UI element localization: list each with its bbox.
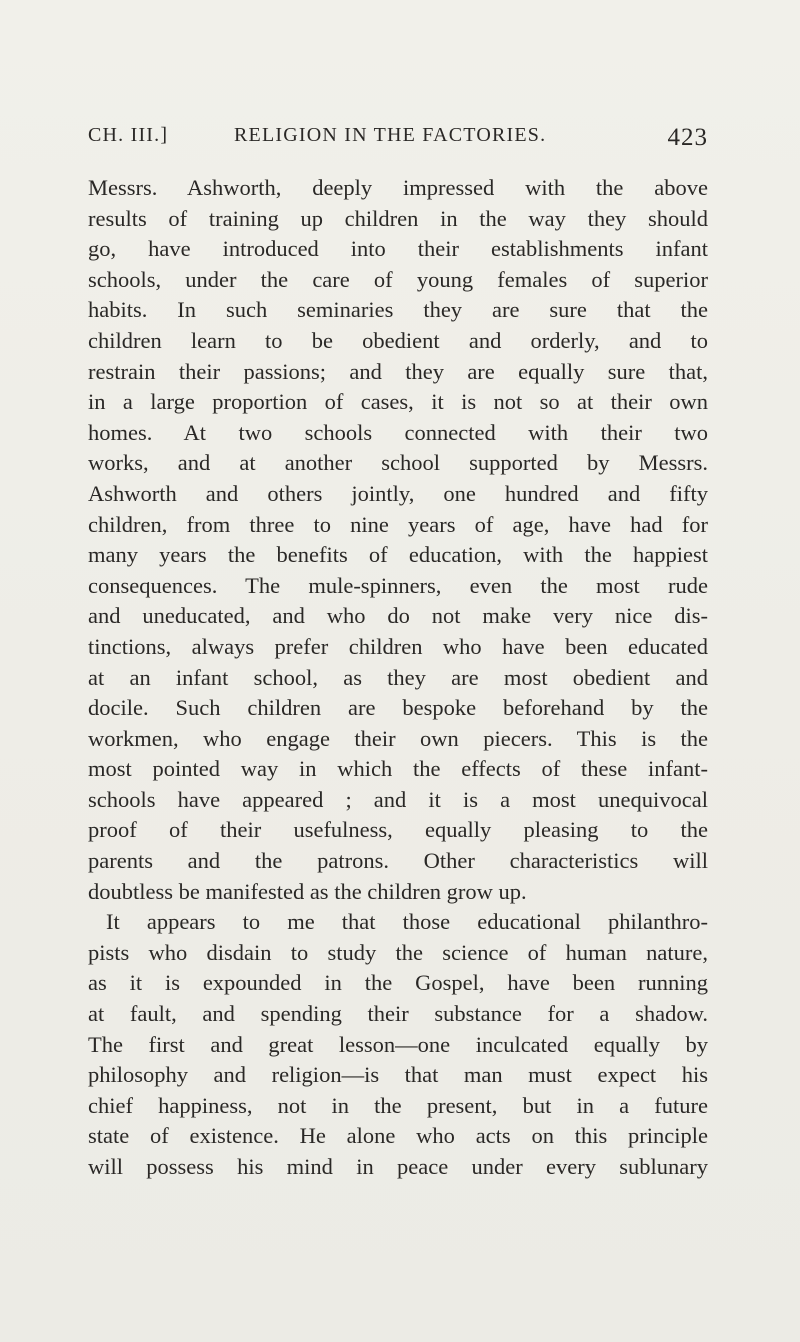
text-line: children, from three to nine years of age, have had for <box>88 511 708 537</box>
paragraph-end-line: doubtless be manifested as the children grow up. <box>88 878 527 904</box>
chapter-reference: CH. III.] <box>88 124 169 146</box>
text-line: parents and the patrons. Other characteristics will <box>88 848 708 874</box>
text-line: many years the benefits of education, with the happiest <box>88 542 708 568</box>
text-line: in a large proportion of cases, it is not so at their own <box>88 389 708 415</box>
text-line: schools, under the care of young females of superior <box>88 266 708 292</box>
body-text <box>88 173 708 1183</box>
text-line: tinctions, always prefer children who have been educated <box>88 633 708 659</box>
text-line: most pointed way in which the effects of these infant- <box>88 756 708 782</box>
text-line: works, and at another school supported by Messrs. <box>88 450 708 476</box>
text-line: habits. In such seminaries they are sure that the <box>88 297 708 323</box>
text-line: chief happiness, not in the present, but in a future <box>88 1092 708 1118</box>
text-line: pists who disdain to study the science of human nature, <box>88 939 708 965</box>
text-line: The first and great lesson—one inculcated equally by <box>88 1031 708 1057</box>
page-number: 423 <box>667 124 708 151</box>
text-line: at an infant school, as they are most obedient and <box>88 664 708 690</box>
text-line: consequences. The mule-spinners, even the most rude <box>88 572 708 598</box>
text-line: homes. At two schools connected with their two <box>88 419 708 445</box>
text-line: go, have introduced into their establishments infant <box>88 236 708 262</box>
running-title: RELIGION IN THE FACTORIES. <box>234 124 547 146</box>
running-head <box>88 124 708 160</box>
text-line: Messrs. Ashworth, deeply impressed with the above <box>88 175 708 200</box>
text-line: and uneducated, and who do not make very nice dis- <box>88 603 708 629</box>
text-line: docile. Such children are bespoke beforehand by the <box>88 695 708 721</box>
text-line: restrain their passions; and they are equally sure that, <box>88 358 708 384</box>
text-line: results of training up children in the way they should <box>88 205 708 231</box>
text-line: Ashworth and others jointly, one hundred and fifty <box>88 480 708 506</box>
text-line: workmen, who engage their own piecers. This is the <box>88 725 708 751</box>
text-line: at fault, and spending their substance for a shadow. <box>88 1001 708 1027</box>
paragraph-start-line: It appears to me that those educational philanthro- <box>106 909 708 935</box>
text-line: proof of their usefulness, equally pleasing to the <box>88 817 708 843</box>
text-line: state of existence. He alone who acts on this principle <box>88 1123 708 1149</box>
text-line: will possess his mind in peace under every sublunary <box>88 1154 708 1179</box>
text-line: schools have appeared ; and it is a most unequivocal <box>88 786 708 812</box>
text-line: as it is expounded in the Gospel, have been running <box>88 970 708 996</box>
text-line: children learn to be obedient and orderly, and to <box>88 327 708 353</box>
text-line: philosophy and religion—is that man must expect his <box>88 1062 708 1088</box>
